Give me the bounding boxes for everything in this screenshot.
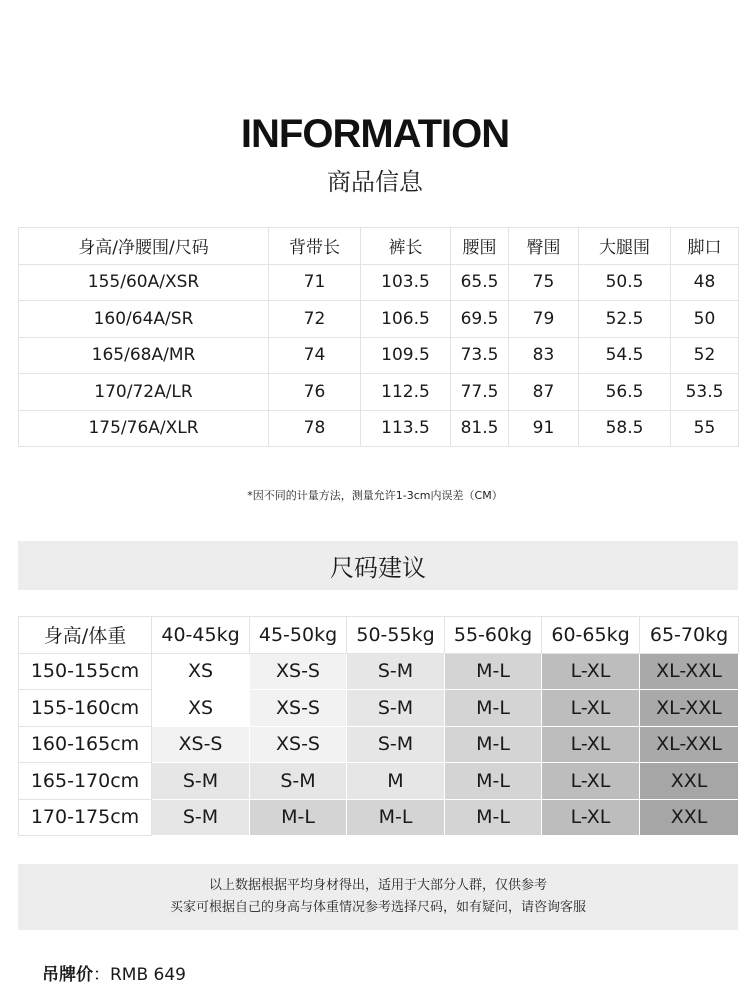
measurement-cell: 81.5: [451, 410, 509, 447]
size-header-cell: 45-50kg: [250, 617, 347, 654]
page-subtitle: 商品信息: [327, 168, 423, 196]
size-cell: S-M: [347, 690, 445, 727]
measurement-cell: 53.5: [671, 374, 739, 411]
size-row: [19, 726, 739, 763]
measurement-row: [19, 410, 739, 447]
size-row: [19, 799, 739, 836]
height-range-cell: 165-170cm: [19, 763, 152, 800]
size-cell: L-XL: [542, 690, 640, 727]
measurement-cell: 165/68A/MR: [19, 337, 269, 374]
size-header-cell: 60-65kg: [542, 617, 640, 654]
size-cell: M-L: [445, 653, 542, 690]
measurement-cell: 52.5: [579, 301, 671, 338]
measurement-header-cell: 脚口: [671, 228, 739, 265]
size-cell: L-XL: [542, 763, 640, 800]
size-header-cell: 65-70kg: [640, 617, 739, 654]
height-range-cell: 155-160cm: [19, 690, 152, 727]
measurement-header-cell: 腰围: [451, 228, 509, 265]
measurement-cell: 103.5: [361, 264, 451, 301]
measurement-header-row: [19, 228, 739, 265]
measurement-cell: 74: [269, 337, 361, 374]
measurement-header-cell: 臀围: [509, 228, 579, 265]
size-cell: XXL: [640, 763, 739, 800]
size-header-cell: 50-55kg: [347, 617, 445, 654]
size-cell: M-L: [347, 799, 445, 836]
size-cell: S-M: [347, 653, 445, 690]
measurement-cell: 71: [269, 264, 361, 301]
size-row: [19, 690, 739, 727]
size-cell: XS-S: [152, 726, 250, 763]
size-cell: S-M: [152, 763, 250, 800]
height-range-cell: 160-165cm: [19, 726, 152, 763]
tag-price-value: RMB 649: [110, 965, 186, 985]
measurement-row: [19, 264, 739, 301]
measurement-cell: 109.5: [361, 337, 451, 374]
disclaimer-line-1: 以上数据根据平均身材得出，适用于大部分人群，仅供参考: [208, 878, 547, 893]
size-cell: XL-XXL: [640, 726, 739, 763]
size-cell: XL-XXL: [640, 690, 739, 727]
size-cell: S-M: [347, 726, 445, 763]
size-cell: M: [347, 763, 445, 800]
size-cell: M-L: [445, 690, 542, 727]
measurement-cell: 52: [671, 337, 739, 374]
disclaimer-box: [18, 864, 738, 930]
size-header-cell: 55-60kg: [445, 617, 542, 654]
measurement-cell: 72: [269, 301, 361, 338]
size-cell: XS: [152, 653, 250, 690]
size-cell: M-L: [445, 799, 542, 836]
measurement-cell: 56.5: [579, 374, 671, 411]
size-header-cell: 身高/体重: [19, 617, 152, 654]
tag-price-separator: ：: [93, 965, 110, 985]
measurement-cell: 79: [509, 301, 579, 338]
measurement-cell: 170/72A/LR: [19, 374, 269, 411]
measurement-cell: 106.5: [361, 301, 451, 338]
size-header-row: [19, 617, 739, 654]
size-cell: XL-XXL: [640, 653, 739, 690]
size-cell: L-XL: [542, 726, 640, 763]
size-cell: S-M: [250, 763, 347, 800]
measurement-cell: 76: [269, 374, 361, 411]
measurement-cell: 78: [269, 410, 361, 447]
size-row: [19, 653, 739, 690]
size-cell: L-XL: [542, 653, 640, 690]
size-cell: S-M: [152, 799, 250, 836]
size-cell: XS: [152, 690, 250, 727]
size-cell: XS-S: [250, 726, 347, 763]
size-cell: XS-S: [250, 690, 347, 727]
size-row: [19, 763, 739, 800]
measurement-cell: 58.5: [579, 410, 671, 447]
height-range-cell: 170-175cm: [19, 799, 152, 836]
measurement-cell: 175/76A/XLR: [19, 410, 269, 447]
size-header-cell: 40-45kg: [152, 617, 250, 654]
measurement-cell: 112.5: [361, 374, 451, 411]
measurement-cell: 50: [671, 301, 739, 338]
measurement-cell: 83: [509, 337, 579, 374]
height-range-cell: 150-155cm: [19, 653, 152, 690]
page-title: INFORMATION: [240, 112, 510, 156]
measurement-cell: 50.5: [579, 264, 671, 301]
tag-price-label: 吊牌价: [42, 965, 93, 985]
size-section-title: 尺码建议: [18, 541, 738, 590]
size-cell: M-L: [445, 763, 542, 800]
measurement-header-cell: 背带长: [269, 228, 361, 265]
size-recommendation-table: [18, 616, 739, 836]
measurement-cell: 54.5: [579, 337, 671, 374]
measurement-cell: 87: [509, 374, 579, 411]
size-cell: XS-S: [250, 653, 347, 690]
measurement-cell: 69.5: [451, 301, 509, 338]
measurement-row: [19, 337, 739, 374]
measurement-table: [18, 227, 739, 447]
measurement-row: [19, 374, 739, 411]
size-cell: M-L: [445, 726, 542, 763]
measurement-cell: 155/60A/XSR: [19, 264, 269, 301]
tag-price: [42, 960, 186, 985]
measurement-cell: 75: [509, 264, 579, 301]
measurement-cell: 77.5: [451, 374, 509, 411]
measurement-row: [19, 301, 739, 338]
disclaimer-line-2: 买家可根据自己的身高与体重情况参考选择尺码，如有疑问，请咨询客服: [169, 900, 586, 915]
measurement-header-cell: 身高/净腰围/尺码: [19, 228, 269, 265]
measurement-cell: 48: [671, 264, 739, 301]
measurement-header-cell: 大腿围: [579, 228, 671, 265]
measurement-cell: 160/64A/SR: [19, 301, 269, 338]
measurement-cell: 65.5: [451, 264, 509, 301]
size-cell: L-XL: [542, 799, 640, 836]
measurement-cell: 55: [671, 410, 739, 447]
measurement-cell: 73.5: [451, 337, 509, 374]
size-cell: XXL: [640, 799, 739, 836]
measurement-cell: 113.5: [361, 410, 451, 447]
measurement-header-cell: 裤长: [361, 228, 451, 265]
measurement-cell: 91: [509, 410, 579, 447]
measurement-note: *因不同的计量方法，测量允许1-3cm内误差（CM）: [247, 489, 503, 502]
size-cell: M-L: [250, 799, 347, 836]
